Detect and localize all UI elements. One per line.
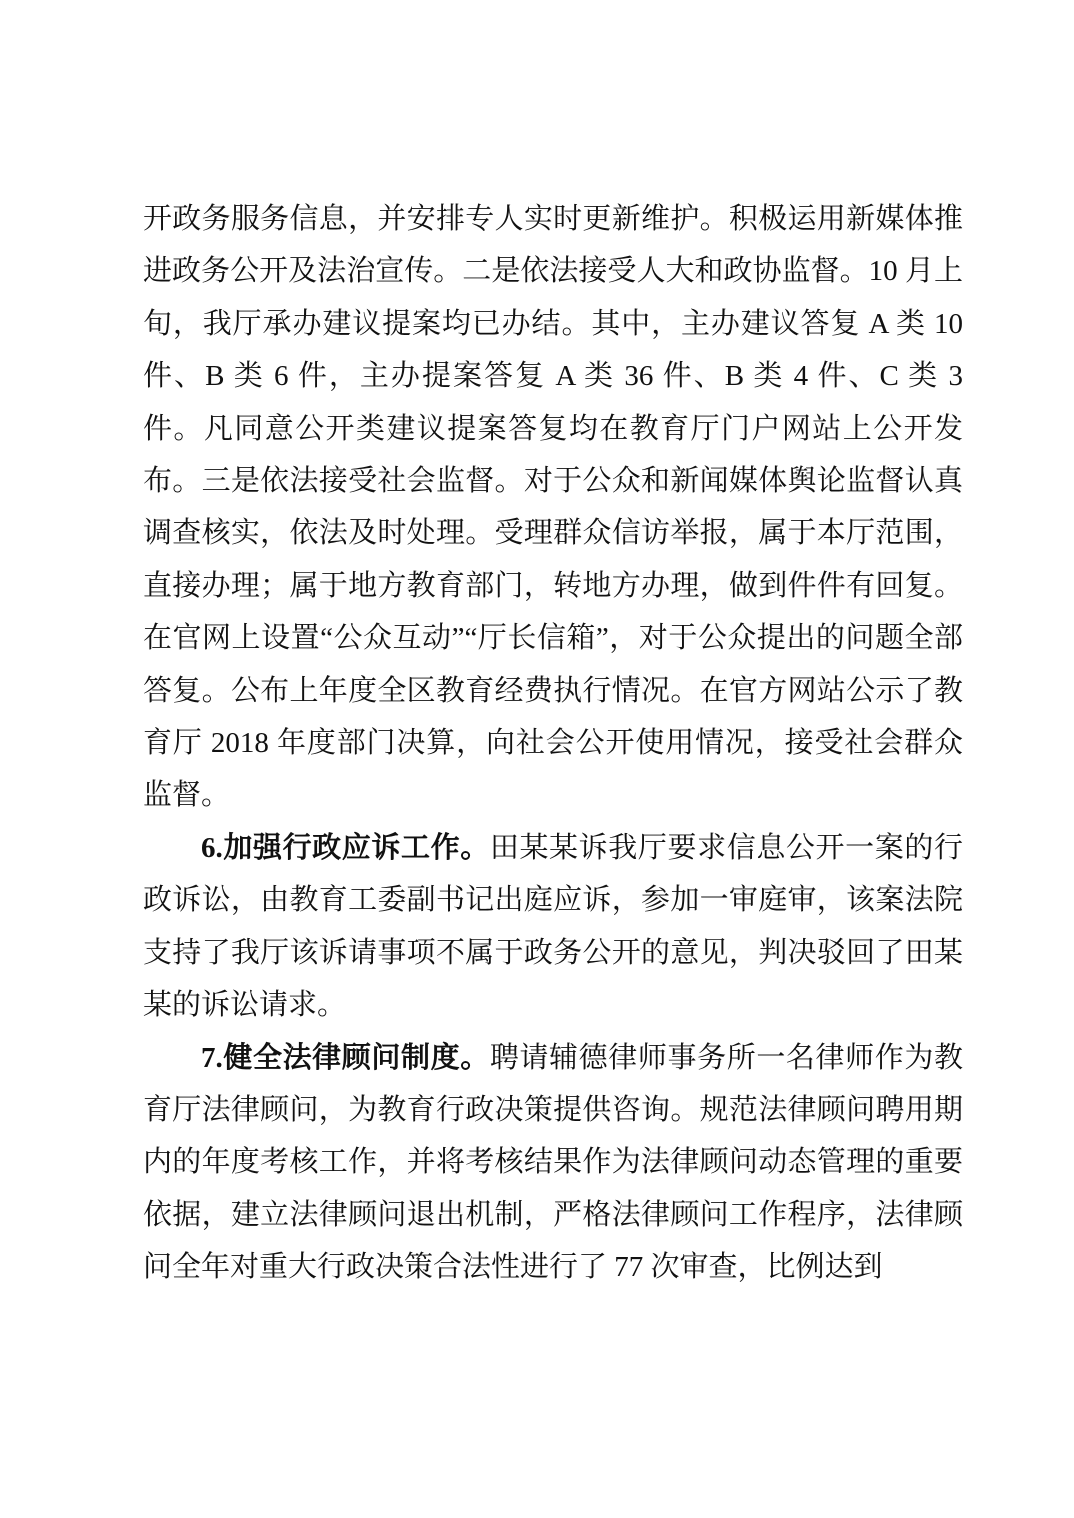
document-body <box>143 193 963 1294</box>
paragraph-text-run: 田某某诉我厅要求信息公开一案的行政诉讼，由教育工委副书记出庭应诉，参加一审庭审，该案法院支持了我厅该诉请事项不属于政务公开的意见，判决驳回了田某某的诉讼请求。 <box>143 831 963 1022</box>
paragraph-heading-run: 6.加强行政应诉工作。 <box>201 831 490 864</box>
paragraph <box>143 1032 963 1294</box>
paragraph-text-run: 开政务服务信息，并安排专人实时更新维护。积极运用新媒体推进政务公开及法治宣传。二是依法接受人大和政协监督。10 月上旬，我厅承办建议提案均已办结。其中，主办建议答复 A 类 10 件、B 类 6 件，主办提案答复 A 类 36 件、B 类 4 件、C 类 3 件。凡同意公开类建议提案答复均在教育厅门户网站上公开发布。三是依法接受社会监督。对于公众和新闻媒体舆论监督认真调查核实，依法及时处理。受理群众信访举报，属于本厅范围，直接办理；属于地方教育部门，转地方办理，做到件件有回复。在官网上设置“公众互动”“厅长信箱”，对于公众提出的问题全部答复。公布上年度全区教育经费执行情况。在官方网站公示了教育厅 2018 年度部门决算，向社会公开使用情况，接受社会群众监督。 <box>143 203 963 812</box>
paragraph-text-run: 聘请辅德律师事务所一名律师作为教育厅法律顾问，为教育行政决策提供咨询。规范法律顾问聘用期内的年度考核工作，并将考核结果作为法律顾问动态管理的重要依据，建立法律顾问退出机制，严格法律顾问工作程序，法律顾问全年对重大行政决策合法性进行了 77 次审查，比例达到 <box>143 1041 963 1284</box>
paragraph-heading-run: 7.健全法律顾问制度。 <box>201 1041 490 1074</box>
paragraph <box>143 193 963 822</box>
paragraph <box>143 822 963 1032</box>
